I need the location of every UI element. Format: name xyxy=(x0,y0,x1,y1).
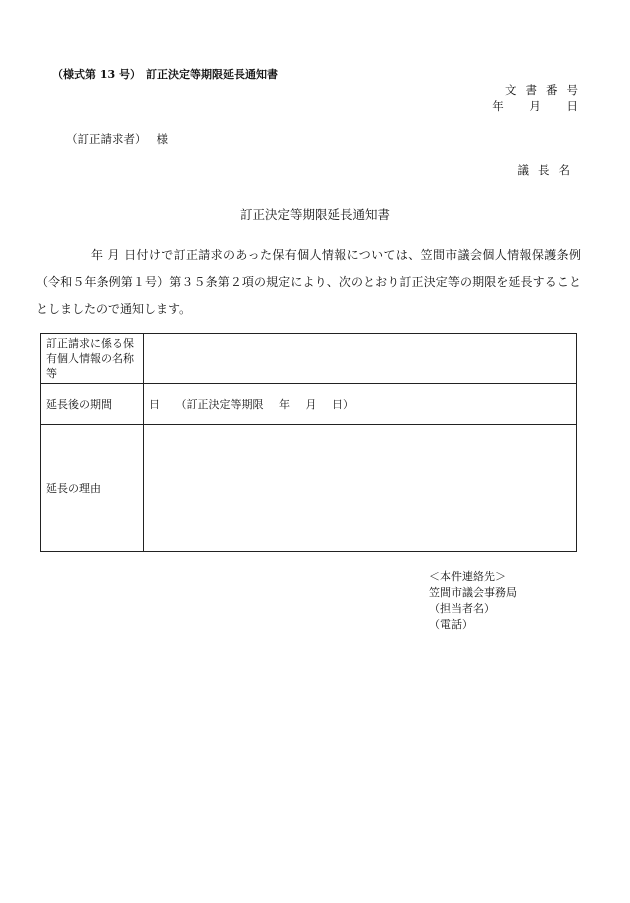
contact-person: （担当者名） xyxy=(429,602,495,615)
document-number: 文書番号 xyxy=(505,83,587,97)
table-row xyxy=(41,334,577,384)
contact-office: 笠間市議会事務局 xyxy=(429,586,517,599)
table-row xyxy=(41,425,577,552)
period-year: 年 xyxy=(279,398,290,411)
recipient-name: （訂正請求者） xyxy=(66,132,147,146)
date-year: 年 xyxy=(492,99,504,113)
period-day: 日 xyxy=(149,398,160,411)
date-day: 日 xyxy=(566,99,578,113)
info-name-value xyxy=(144,334,577,384)
period-day-close: 日） xyxy=(332,398,354,411)
period-deadline-label: （訂正決定等期限 xyxy=(175,398,264,411)
table-row xyxy=(41,384,577,425)
contact-phone: （電話） xyxy=(429,618,473,631)
extended-period-value xyxy=(144,384,577,425)
period-month: 月 xyxy=(305,398,317,411)
contact-heading: ＜本件連絡先＞ xyxy=(429,570,506,583)
form-header-title: 訂正決定等期限延長通知書 xyxy=(146,68,278,81)
contact-block xyxy=(429,569,517,633)
form-number-label: （様式第 13 号） xyxy=(52,68,141,81)
recipient-honorific: 様 xyxy=(156,132,168,146)
recipient xyxy=(66,131,168,147)
extended-period-label: 延長後の期間 xyxy=(41,384,144,425)
info-name-label: 訂正請求に係る保有個人情報の名称等 xyxy=(41,334,144,384)
extension-reason-value xyxy=(144,425,577,552)
chair-name: 議長名 xyxy=(517,163,579,177)
issue-date xyxy=(470,98,578,114)
date-month: 月 xyxy=(529,99,541,113)
document-title: 訂正決定等期限延長通知書 xyxy=(239,207,390,222)
notice-table xyxy=(40,333,577,552)
notice-body: 年 月 日付けで訂正請求のあった保有個人情報については、笠間市議会個人情報保護条例（令和５年条例第１号）第３５条第２項の規定により、次のとおり訂正決定等の期限を延長することとしましたので通知します。 xyxy=(36,248,581,316)
extension-reason-label: 延長の理由 xyxy=(41,425,144,552)
